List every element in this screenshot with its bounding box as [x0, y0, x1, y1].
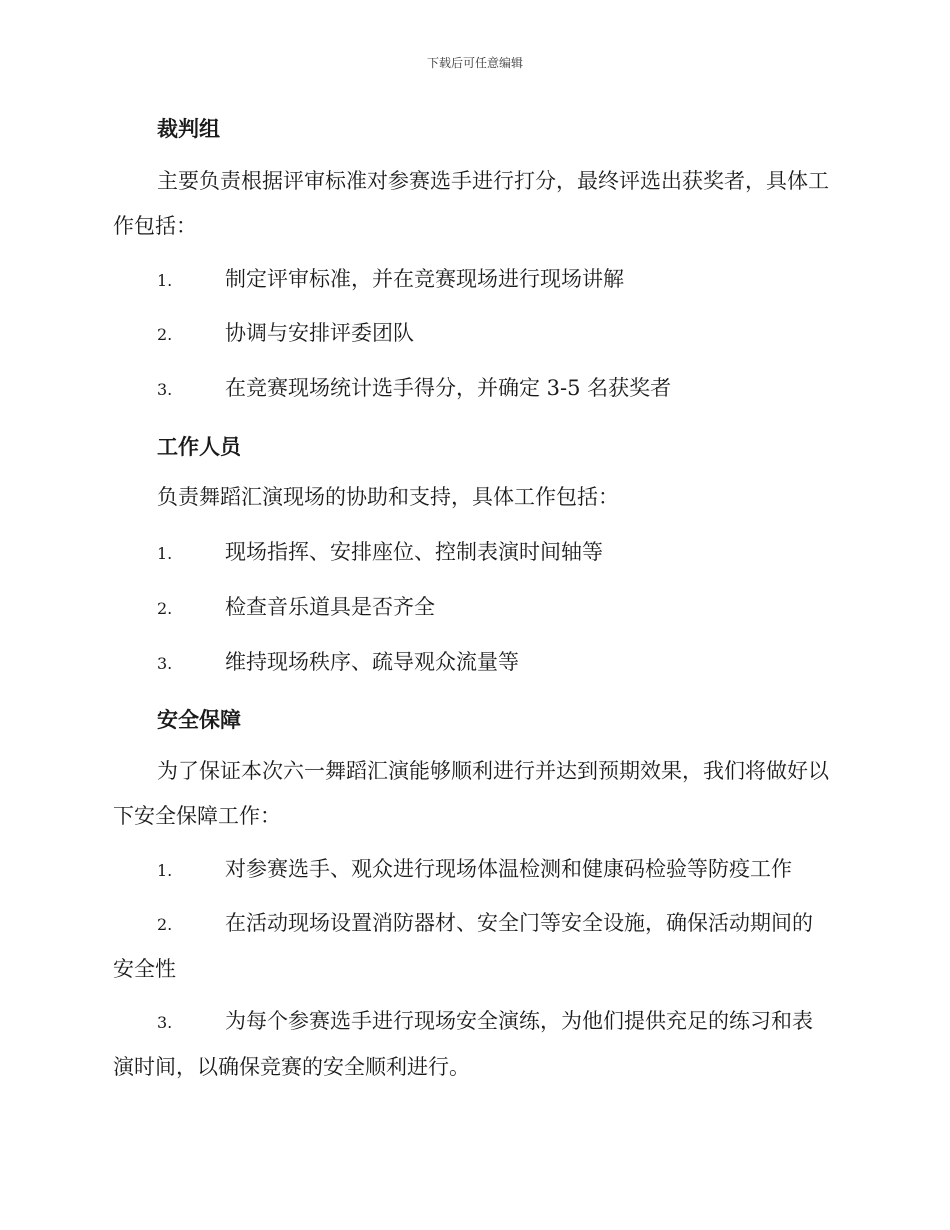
list-item-text: 为每个参赛选手进行现场安全演练，为他们提供充足的练习和表演时间，以确保竞赛的安全顺利进行。 — [113, 1009, 813, 1079]
section-heading-staff: 工作人员 — [157, 434, 241, 459]
page-header: 下载后可任意编辑 — [426, 56, 523, 70]
list-item-number: 3. — [157, 1013, 173, 1032]
list-item-number: 1. — [157, 544, 173, 563]
list-item-number: 1. — [157, 271, 173, 290]
list-item — [113, 530, 833, 576]
list-item-number: 2. — [157, 915, 173, 934]
section-intro-staff: 负责舞蹈汇演现场的协助和支持，具体工作包括： — [157, 485, 619, 509]
list-item-text: 维持现场秩序、疏导观众流量等 — [225, 650, 519, 674]
list-item — [113, 585, 833, 631]
list-item — [113, 847, 833, 893]
list-item — [113, 640, 833, 686]
section-heading-safety: 安全保障 — [157, 707, 241, 732]
list-item-text: 对参赛选手、观众进行现场体温检测和健康码检验等防疫工作 — [225, 857, 792, 881]
list-item-number: 3. — [157, 654, 173, 673]
list-item-text: 现场指挥、安排座位、控制表演时间轴等 — [225, 540, 603, 564]
section-intro-safety: 为了保证本次六一舞蹈汇演能够顺利进行并达到预期效果，我们将做好以下安全保障工作： — [113, 759, 829, 828]
list-item — [113, 311, 833, 357]
section-intro-judges: 主要负责根据评审标准对参赛选手进行打分，最终评选出获奖者，具体工作包括： — [113, 169, 829, 238]
list-item — [113, 257, 833, 303]
list-item — [113, 999, 833, 1090]
list-item — [113, 901, 833, 992]
list-item-number: 2. — [157, 325, 173, 344]
list-item-number: 3. — [157, 380, 173, 399]
list-item-text: 协调与安排评委团队 — [225, 321, 414, 345]
list-item-number: 1. — [157, 861, 173, 880]
list-item-text: 在活动现场设置消防器材、安全门等安全设施，确保活动期间的安全性 — [113, 911, 813, 981]
list-item-number: 2. — [157, 599, 173, 618]
list-item-text: 检查音乐道具是否齐全 — [225, 595, 435, 619]
list-item-text: 制定评审标准，并在竞赛现场进行现场讲解 — [225, 267, 624, 291]
list-item — [113, 366, 833, 412]
list-item-text: 在竞赛现场统计选手得分，并确定 3-5 名获奖者 — [225, 376, 672, 400]
section-heading-judges: 裁判组 — [157, 116, 220, 141]
